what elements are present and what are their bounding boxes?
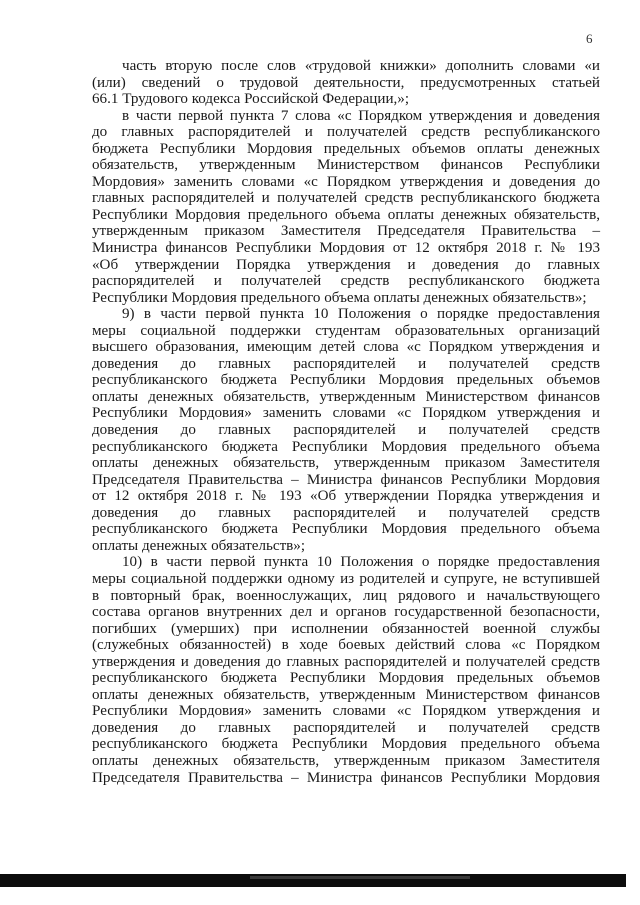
text-line: Республики Мордовия предельного объема оплаты денежных обязательств»; [92, 289, 587, 306]
text-line: 66.1 Трудового кодекса Российской Федерации,»; [92, 91, 410, 108]
document-body [92, 58, 600, 786]
text-line: Председателя Правительства – Министра финансов Республики Мордовия [92, 769, 600, 786]
text-line: Республики Мордовия» заменить словами «с Порядком утверждения и [92, 703, 600, 720]
text-line: (или) сведений о трудовой деятельности, предусмотренных статьей [92, 74, 600, 91]
text-line: бюджета Республики Мордовия предельных объемов оплаты денежных [92, 140, 600, 157]
text-line: оплаты денежных обязательств»; [92, 537, 306, 554]
text-line: республиканского бюджета Республики Мордовия предельных объемов [92, 372, 600, 389]
text-line: «Об утверждении Порядка утверждения и доведения до главных [92, 256, 600, 273]
text-line: Министра финансов Республики Мордовия от 12 октября 2018 г. № 193 [92, 240, 600, 257]
text-line: утвержденным приказом Заместителя Председателя Правительства – [92, 223, 600, 240]
text-line: Республики Мордовия» заменить словами «с Порядком утверждения и [92, 405, 600, 422]
scan-edge-mark [250, 876, 470, 879]
text-line: республиканского бюджета Республики Мордовия предельного объема [92, 438, 600, 455]
text-line: оплаты денежных обязательств, утвержденным приказом Заместителя [92, 455, 600, 472]
text-line: в части первой пункта 7 слова «с Порядком утверждения и доведения [122, 107, 600, 124]
text-line: утверждения и доведения до главных распорядителей и получателей средств [92, 653, 600, 670]
page-number: 6 [586, 31, 593, 46]
text-line: доведения до главных распорядителей и получателей средств [92, 719, 600, 736]
text-line: часть вторую после слов «трудовой книжки» дополнить словами «и [122, 58, 600, 74]
text-line: главных распорядителей и получателей средств республиканского бюджета [92, 190, 600, 207]
text-line: республиканского бюджета Республики Мордовия предельного объема [92, 521, 600, 538]
text-line: от 12 октября 2018 г. № 193 «Об утверждении Порядка утверждения и [92, 488, 600, 505]
text-line: оплаты денежных обязательств, утвержденным Министерством финансов [92, 388, 600, 405]
text-line: обязательств, утвержденным Министерством финансов Республики [92, 157, 600, 174]
text-line: доведения до главных распорядителей и получателей средств [92, 422, 600, 439]
text-line: доведения до главных распорядителей и получателей средств [92, 355, 600, 372]
text-line: 10) в части первой пункта 10 Положения о порядке предоставления [122, 554, 600, 571]
text-line: в повторный брак, военнослужащих, лиц рядового и начальствующего [92, 587, 600, 604]
text-line: (служебных обязанностей) в ходе боевых действий слова «с Порядком [92, 637, 600, 654]
text-line: республиканского бюджета Республики Мордовия предельного объема [92, 736, 600, 753]
text-line: состава органов внутренних дел и органов государственной безопасности, [92, 604, 600, 621]
text-line: Республики Мордовия предельного объема оплаты денежных обязательств, [92, 206, 600, 223]
text-line: высшего образования, имеющим детей слова «с Порядком утверждения и [92, 339, 600, 356]
text-line: 9) в части первой пункта 10 Положения о порядке предоставления [122, 306, 600, 323]
text-line: республиканского бюджета Республики Мордовия предельных объемов [92, 670, 600, 687]
text-line: оплаты денежных обязательств, утвержденным приказом Заместителя [92, 752, 600, 769]
text-line: распорядителей и получателей средств республиканского бюджета [92, 273, 600, 290]
text-line: Мордовия» заменить словами «с Порядком утверждения и доведения до [92, 173, 600, 190]
text-line: доведения до главных распорядителей и получателей средств [92, 504, 600, 521]
text-line: меры социальной поддержки одному из родителей и супруге, не вступившей [92, 570, 600, 587]
text-line: меры социальной поддержки студентам образовательных организаций [92, 322, 600, 339]
text-line: до главных распорядителей и получателей средств республиканского [92, 124, 600, 141]
text-line: погибших (умерших) при исполнении обязанностей военной службы [92, 620, 600, 637]
text-line: оплаты денежных обязательств, утвержденным Министерством финансов [92, 686, 600, 703]
text-line: Председателя Правительства – Министра финансов Республики Мордовия [92, 471, 600, 488]
